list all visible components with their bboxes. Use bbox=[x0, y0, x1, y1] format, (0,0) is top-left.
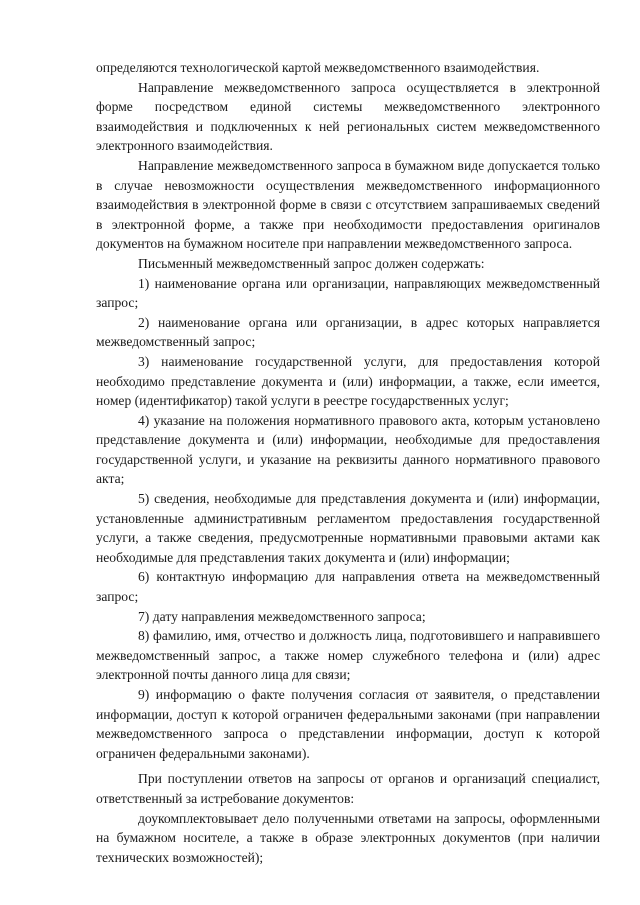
list-item-1: 1) наименование органа или организации, направляющих межведомственный запрос; bbox=[96, 275, 600, 311]
paragraph-paper-request: Направление межведомственного запроса в бумажном виде допускается только в случае невозможности осуществления межведомственного информационного взаимодействия в электронной форме в связи с отсутствием запрашиваемых сведений в электронной форме, а также при необходимости предоставления оригиналов документов на бумажном носителе при направлении межведомственного запроса. bbox=[96, 157, 600, 252]
list-item-4: 4) указание на положения нормативного правового акта, которым установлено представление документа и (или) информации, необходимые для предоставления государственной услуги, и указание на реквизиты данного нормативного правового акта; bbox=[96, 412, 600, 487]
list-item-2: 2) наименование органа или организации, в адрес которых направляется межведомственный запрос; bbox=[96, 314, 600, 350]
list-item-7: 7) дату направления межведомственного запроса; bbox=[138, 608, 426, 624]
list-item-8: 8) фамилию, имя, отчество и должность лица, подготовившего и направившего межведомственный запрос, а также номер служебного телефона и (или) адрес электронной почты данного лица для связи; bbox=[96, 628, 600, 683]
paragraph-electronic-request: Направление межведомственного запроса осуществляется в электронной форме посредством единой системы межведомственного электронного взаимодействия и подключенных к ней региональных систем межведомственного электронного взаимодействия. bbox=[96, 79, 600, 154]
list-item-9: 9) информацию о факте получения согласия от заявителя, о представлении информации, доступ к которой ограничен федеральными законами (при направлении межведомственного запроса о представлении информации, доступ к которой ограничен федеральными законами). bbox=[96, 687, 600, 761]
paragraph-continuation: определяются технологической картой межведомственного взаимодействия. bbox=[96, 60, 540, 75]
list-item-3: 3) наименование государственной услуги, для предоставления которой необходимо представление документа и (или) информации, а также, если имеется, номер (идентификатор) такой услуги в реестре государственных услуг; bbox=[96, 353, 600, 409]
list-item-5: 5) сведения, необходимые для представления документа и (или) информации, установленные административным регламентом предоставления государственной услуги, а также сведения, предусмотренные нормативными правовыми актами как необходимые для представления таких документа и (или) информации; bbox=[96, 491, 600, 565]
list-item-6: 6) контактную информацию для направления ответа на межведомственный запрос; bbox=[96, 569, 600, 605]
paragraph-request-contents-intro: Письменный межведомственный запрос должен содержать: bbox=[138, 255, 485, 271]
paragraph-responses-received: При поступлении ответов на запросы от органов и организаций специалист, ответственный за истребование документов: bbox=[96, 771, 600, 806]
paragraph-file-completion: доукомплектовывает дело полученными ответами на запросы, оформленными на бумажном носителе, а также в образе электронных документов (при наличии технических возможностей); bbox=[96, 810, 600, 865]
